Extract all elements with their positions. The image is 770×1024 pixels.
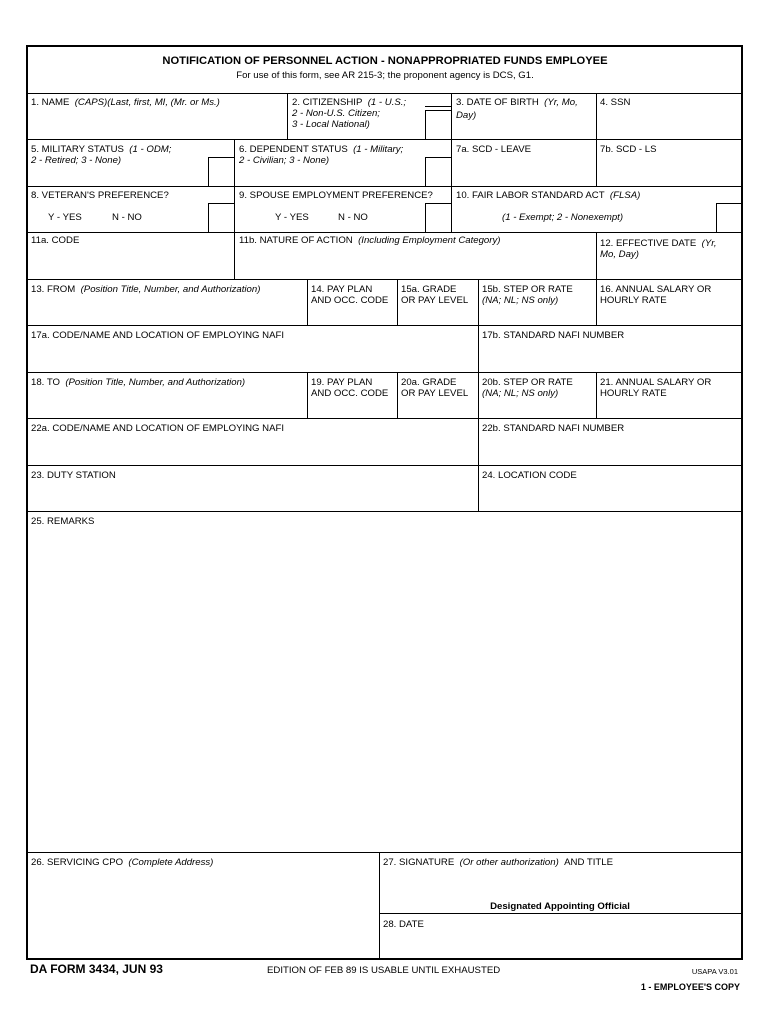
veterans-preference-entry-box[interactable]	[208, 203, 234, 232]
field-17a-label: 17a. CODE/NAME AND LOCATION OF EMPLOYING NAFI	[31, 330, 285, 341]
entry-underline	[425, 106, 451, 107]
field-9-label: 9. SPOUSE EMPLOYMENT PREFERENCE?	[239, 190, 433, 201]
field-7a-label: 7a. SCD - LEAVE	[456, 144, 532, 155]
rule	[27, 418, 742, 419]
field-2-note: 2 - Non-U.S. Citizen;	[292, 108, 380, 119]
rule	[397, 372, 398, 418]
field-26-label: 26. SERVICING CPO (Complete Address)	[31, 857, 214, 868]
rule	[596, 232, 742, 233]
field-5-note: 2 - Retired; 3 - None)	[31, 155, 122, 166]
field-15b-note: (NA; NL; NS only)	[482, 295, 559, 306]
field-11b-label: 11b. NATURE OF ACTION (Including Employment Category)	[239, 235, 501, 246]
rule	[307, 372, 308, 418]
field-8-yes: Y - YES	[48, 212, 82, 223]
rule	[596, 232, 597, 279]
edition-note: EDITION OF FEB 89 IS USABLE UNTIL EXHAUSTED	[267, 965, 501, 976]
field-14-label: 14. PAY PLAN	[311, 284, 373, 295]
rule	[27, 186, 742, 187]
field-8-label: 8. VETERAN'S PREFERENCE?	[31, 190, 169, 201]
field-28-label: 28. DATE	[383, 919, 424, 930]
field-2-note: 3 - Local National)	[292, 119, 370, 130]
form-title: NOTIFICATION OF PERSONNEL ACTION - NONAPPROPRIATED FUNDS EMPLOYEE	[162, 55, 608, 67]
name-input[interactable]	[28, 110, 286, 138]
signature-input[interactable]	[380, 870, 741, 898]
field-2-label: 2. CITIZENSHIP (1 - U.S.;	[292, 97, 407, 108]
field-10-label: 10. FAIR LABOR STANDARD ACT (FLSA)	[456, 190, 641, 201]
field-15a-label2: OR PAY LEVEL	[401, 295, 469, 306]
rule	[234, 139, 235, 186]
rule	[27, 852, 742, 853]
citizenship-entry-box[interactable]	[425, 110, 451, 139]
field-1-label: 1. NAME (CAPS)(Last, first, MI, (Mr. or Ms.)	[31, 97, 220, 108]
remarks-input[interactable]	[28, 530, 741, 850]
date-of-birth-input[interactable]	[452, 121, 595, 138]
field-16-label2: HOURLY RATE	[600, 295, 667, 306]
field-6-label: 6. DEPENDENT STATUS (1 - Military;	[239, 144, 404, 155]
scd-ls-input[interactable]	[597, 157, 741, 185]
field-8-no: N - NO	[112, 212, 142, 223]
field-23-label: 23. DUTY STATION	[31, 470, 116, 481]
copy-label: 1 - EMPLOYEE'S COPY	[640, 982, 740, 992]
scd-leave-input[interactable]	[452, 157, 595, 185]
code-input[interactable]	[28, 248, 233, 278]
field-20b-note: (NA; NL; NS only)	[482, 388, 559, 399]
form-subtitle: For use of this form, see AR 215-3; the proponent agency is DCS, G1.	[236, 70, 534, 81]
rule	[287, 93, 288, 139]
rule	[478, 325, 479, 372]
field-27-label: 27. SIGNATURE (Or other authorization) AND TITLE	[383, 857, 614, 868]
field-15b-label: 15b. STEP OR RATE	[482, 284, 573, 295]
form-number: DA FORM 3434, JUN 93	[30, 962, 163, 976]
field-9-yes: Y - YES	[275, 212, 309, 223]
designated-appointing-official: Designated Appointing Official	[490, 901, 630, 912]
military-status-entry-box[interactable]	[208, 157, 234, 186]
rule	[27, 372, 742, 373]
rule	[596, 279, 597, 325]
field-21-label2: HOURLY RATE	[600, 388, 667, 399]
field-10-note: (1 - Exempt; 2 - Nonexempt)	[502, 212, 624, 223]
rule	[478, 465, 479, 511]
field-15a-label: 15a. GRADE	[401, 284, 457, 295]
field-18-label: 18. TO (Position Title, Number, and Authorization)	[31, 377, 246, 388]
field-19-label: 19. PAY PLAN	[311, 377, 373, 388]
rule	[596, 372, 597, 418]
rule	[478, 279, 479, 325]
field-12-note: Mo, Day)	[600, 249, 639, 260]
field-3-label: 3. DATE OF BIRTH (Yr, Mo,	[456, 97, 578, 108]
field-6-note: 2 - Civilian; 3 - None)	[239, 155, 330, 166]
field-7b-label: 7b. SCD - LS	[600, 144, 657, 155]
rule	[27, 511, 742, 512]
field-9-no: N - NO	[338, 212, 368, 223]
version-label: USAPA V3.01	[691, 967, 738, 976]
field-20a-label: 20a. GRADE	[401, 377, 457, 388]
field-11a-label: 11a. CODE	[31, 235, 80, 246]
field-4-label: 4. SSN	[600, 97, 631, 108]
rule	[27, 279, 742, 280]
date-input[interactable]	[380, 932, 741, 958]
field-5-label: 5. MILITARY STATUS (1 - ODM;	[31, 144, 172, 155]
rule	[27, 325, 742, 326]
field-20b-label: 20b. STEP OR RATE	[482, 377, 573, 388]
field-17b-label: 17b. STANDARD NAFI NUMBER	[482, 330, 625, 341]
rule	[307, 279, 308, 325]
field-21-label: 21. ANNUAL SALARY OR	[600, 377, 712, 388]
rule	[379, 913, 742, 914]
field-25-label: 25. REMARKS	[31, 516, 95, 527]
field-13-label: 13. FROM (Position Title, Number, and Authorization)	[31, 284, 261, 295]
field-20a-label2: OR PAY LEVEL	[401, 388, 469, 399]
rule	[478, 418, 479, 465]
rule	[27, 465, 742, 466]
rule	[478, 372, 479, 418]
rule	[27, 93, 742, 94]
field-16-label: 16. ANNUAL SALARY OR	[600, 284, 712, 295]
field-19-label2: AND OCC. CODE	[311, 388, 389, 399]
field-12-label: 12. EFFECTIVE DATE (Yr,	[600, 238, 717, 249]
rule	[234, 186, 235, 232]
field-24-label: 24. LOCATION CODE	[482, 470, 577, 481]
dependent-status-entry-box[interactable]	[425, 157, 451, 186]
field-22a-label: 22a. CODE/NAME AND LOCATION OF EMPLOYING NAFI	[31, 423, 285, 434]
rule	[397, 279, 398, 325]
rule	[451, 186, 452, 232]
field-3-note: Day)	[456, 110, 477, 121]
field-14-label2: AND OCC. CODE	[311, 295, 389, 306]
servicing-cpo-input[interactable]	[28, 870, 378, 958]
ssn-input[interactable]	[597, 110, 741, 138]
nature-of-action-input[interactable]	[235, 248, 595, 278]
rule	[27, 139, 742, 140]
field-22b-label: 22b. STANDARD NAFI NUMBER	[482, 423, 625, 434]
spouse-preference-entry-box[interactable]	[425, 203, 451, 232]
flsa-entry-box[interactable]	[716, 203, 742, 232]
